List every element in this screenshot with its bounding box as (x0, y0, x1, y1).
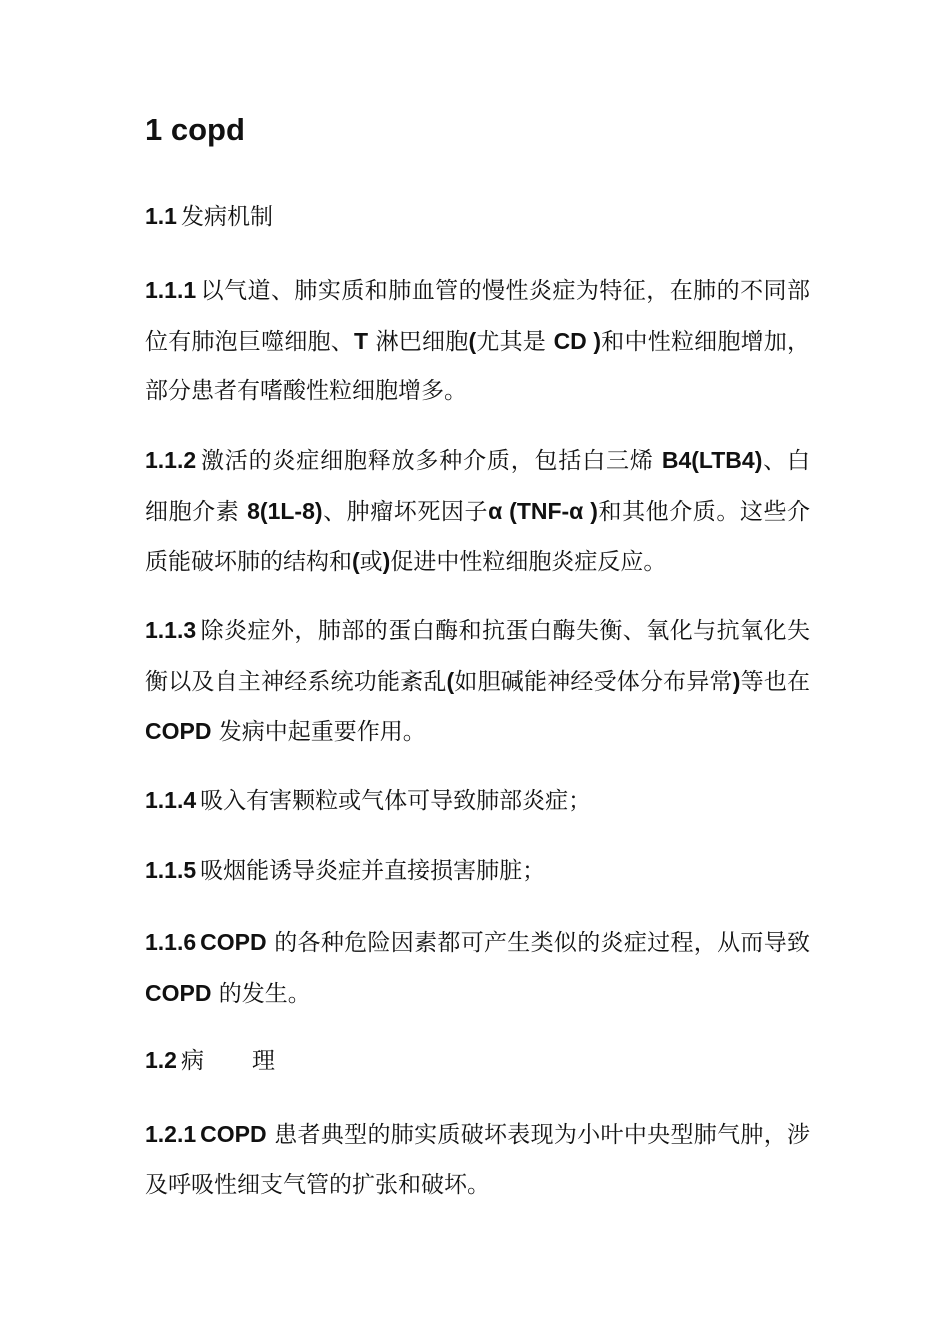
paragraph-number: 1.1.4 (145, 787, 197, 813)
document-title: 1 copd (145, 112, 245, 147)
paragraph-text: 患者典型的肺实质破坏表现为小叶中央型肺气肿，涉及呼吸性细支气管的扩张和破坏。 (145, 1122, 810, 1198)
section-heading-text: 发病机制 (180, 204, 273, 230)
paragraph-1-1-4 (145, 776, 810, 827)
bold-term: 8(1L-8) (247, 497, 323, 524)
bold-term: COPD (145, 979, 212, 1006)
paragraph-1-1-6 (145, 918, 810, 1019)
paragraph-text: 尤其是 (476, 328, 554, 355)
paragraph-number: 1.1.3 (145, 617, 197, 643)
bold-term: ) (732, 667, 741, 694)
paragraph-text: 等也在 (740, 668, 811, 695)
section-heading-1-2 (145, 1036, 810, 1087)
paragraph-1-1-1 (145, 266, 810, 417)
section-heading-word: 理 (251, 1048, 275, 1074)
bold-term: T (353, 327, 369, 354)
paragraph-1-1-5 (145, 846, 810, 897)
paragraph-text: 如胆碱能神经受体分布异常 (454, 668, 733, 695)
paragraph-text: 吸烟能诱导炎症并直接损害肺脏； (200, 858, 546, 884)
bold-term: ( (446, 667, 455, 694)
paragraph-text: 或 (359, 549, 383, 575)
paragraph-1-1-3 (145, 606, 810, 758)
paragraph-1-2-1 (145, 1110, 810, 1210)
bold-term: COPD (145, 718, 212, 744)
bold-term: B4(LTB4) (661, 447, 763, 473)
paragraph-number: 1.1.6 (145, 929, 197, 955)
paragraph-text: 发病中起重要作用。 (211, 719, 426, 745)
section-number: 1.1 (145, 203, 177, 229)
paragraph-text: 的各种危险因素都可产生类似的炎症过程，从而导致 (266, 930, 810, 956)
paragraph-1-1-2 (145, 436, 810, 588)
bold-term: ) (382, 548, 391, 574)
section-heading-word: 病 (180, 1048, 204, 1074)
paragraph-text: 、白细胞介素 (145, 448, 811, 525)
paragraph-number: 1.1.1 (145, 277, 197, 303)
bold-term: α (TNF-α ) (488, 497, 598, 524)
paragraph-text: 以气道、肺实质和肺血管的慢性炎症为特征，在肺的不同部位有肺泡巨噬细胞、 (145, 278, 810, 355)
paragraph-text: 激活的炎症细胞释放多种介质，包括白三烯 (200, 448, 662, 474)
bold-term: CD ) (553, 327, 602, 354)
paragraph-number: 1.1.5 (145, 857, 197, 883)
paragraph-number: 1.2.1 (145, 1121, 197, 1147)
section-heading-1-1 (145, 192, 810, 243)
paragraph-number: 1.1.2 (145, 447, 197, 473)
bold-term: COPD (200, 1121, 267, 1147)
paragraph-text: 、肿瘤坏死因子 (322, 498, 489, 525)
paragraph-text: 促进中性粒细胞炎症反应。 (390, 549, 667, 575)
bold-term: ( (352, 548, 360, 574)
paragraph-text: 的发生。 (211, 980, 311, 1007)
bold-term: COPD (200, 929, 267, 955)
paragraph-text: 除炎症外，肺部的蛋白酶和抗蛋白酶失衡、氧化与抗氧化失衡以及自主神经系统功能紊乱 (145, 618, 810, 695)
paragraph-text: 淋巴细胞 (368, 328, 469, 355)
bold-term: ( (468, 327, 477, 354)
paragraph-text: 和中性粒细胞增加，部分患者有嗜酸性粒细胞增多。 (145, 328, 811, 404)
section-number: 1.2 (145, 1047, 177, 1073)
paragraph-text: 和其他介质。这些介质能破坏肺的结构和 (145, 498, 811, 575)
paragraph-text: 吸入有害颗粒或气体可导致肺部炎症； (200, 788, 592, 814)
